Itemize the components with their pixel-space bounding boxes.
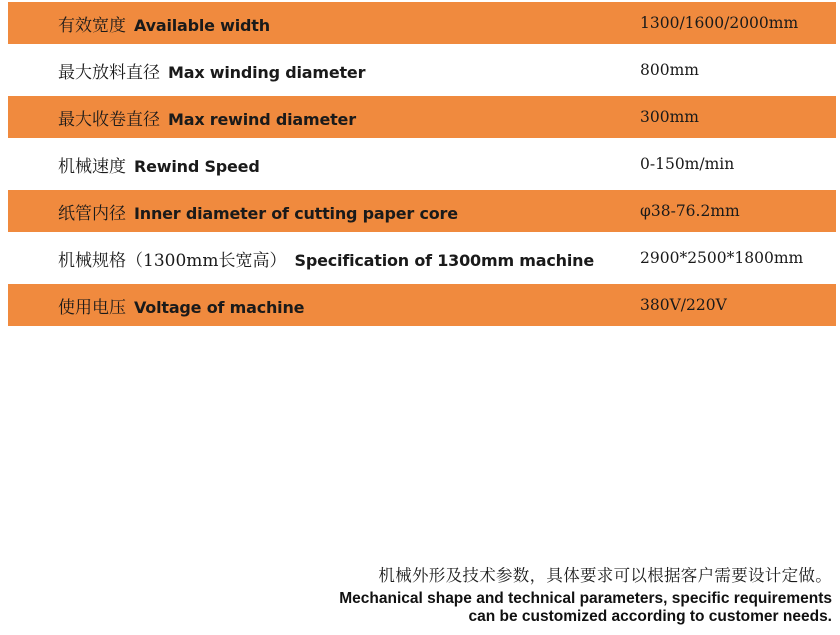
spec-label-en: Max rewind diameter [168, 109, 356, 129]
spec-value: φ38-76.2mm [640, 202, 740, 220]
spec-label [58, 293, 304, 318]
spec-label-cn: 最大收卷直径 [58, 109, 160, 130]
spec-label-en: Max winding diameter [168, 62, 366, 82]
spec-label-cn: 使用电压 [58, 297, 126, 318]
spec-label-cn: 纸管内径 [58, 203, 126, 224]
spec-label [58, 246, 594, 271]
spec-table [8, 2, 836, 331]
spec-value: 300mm [640, 108, 699, 126]
spec-value: 380V/220V [640, 296, 727, 314]
spec-label-cn: 机械规格（1300mm长宽高） [58, 250, 287, 271]
spec-label-cn: 机械速度 [58, 156, 126, 177]
spec-label [58, 199, 458, 224]
spec-label [58, 105, 356, 130]
spec-row-max-rewind-diameter [8, 96, 836, 138]
spec-label-cn: 有效宽度 [58, 15, 126, 36]
spec-label-en: Available width [134, 15, 270, 35]
spec-label [58, 11, 270, 36]
footnote-en-line1: Mechanical shape and technical parameters, specific requirements [339, 590, 832, 607]
spec-label-cn: 最大放料直径 [58, 62, 160, 83]
footnote [339, 562, 832, 626]
footnote-cn: 机械外形及技术参数，具体要求可以根据客户需要设计定做。 [378, 566, 832, 585]
spec-row-rewind-speed [8, 143, 836, 185]
footnote-en-line2: can be customized according to customer needs. [468, 608, 832, 625]
spec-label-en: Specification of 1300mm machine [294, 250, 594, 270]
spec-row-max-winding-diameter [8, 49, 836, 91]
spec-value: 2900*2500*1800mm [640, 249, 804, 267]
spec-label [58, 152, 260, 177]
spec-row-voltage [8, 284, 836, 326]
spec-row-machine-specification [8, 237, 836, 279]
spec-label-en: Voltage of machine [134, 297, 305, 317]
spec-row-paper-core-diameter [8, 190, 836, 232]
spec-value: 800mm [640, 61, 699, 79]
spec-label-en: Rewind Speed [134, 156, 260, 176]
spec-value: 1300/1600/2000mm [640, 14, 799, 32]
spec-value: 0-150m/min [640, 155, 735, 173]
spec-row-available-width [8, 2, 836, 44]
spec-label-en: Inner diameter of cutting paper core [134, 203, 458, 223]
spec-label [58, 58, 365, 83]
